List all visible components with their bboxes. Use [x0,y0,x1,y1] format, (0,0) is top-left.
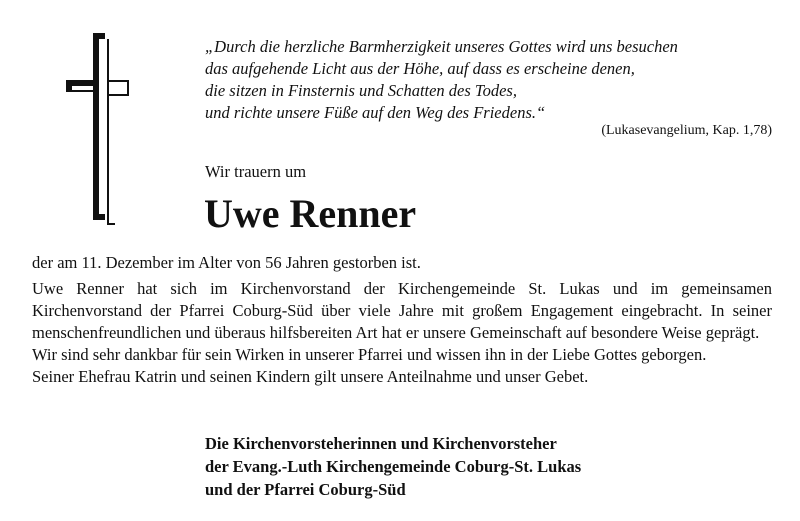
signature-line: Die Kirchenvorsteherinnen und Kirchenvorsteher [205,434,557,453]
body-paragraph: Wir sind sehr dankbar für sein Wirken in unserer Pfarrei und wissen ihn in der Liebe Gottes geborgen. [32,345,707,364]
body-paragraph: Seiner Ehefrau Katrin und seinen Kindern gilt unsere Anteilnahme und unser Gebet. [32,367,589,386]
mourning-intro: Wir trauern um [205,162,307,181]
signature-block [205,432,581,501]
signature-line: der Evang.-Luth Kirchengemeinde Coburg-St. Lukas [205,457,582,476]
cross-icon [66,33,132,233]
death-line: der am 11. Dezember im Alter von 56 Jahren gestorben ist. [32,253,421,272]
deceased-name: Uwe Renner [204,191,417,236]
quote-line: „Durch die herzliche Barmherzigkeit unseres Gottes wird uns besuchen [205,37,678,56]
obituary-body [32,278,772,388]
body-paragraph: Uwe Renner hat sich im Kirchenvorstand der Kirchengemeinde St. Lukas und im gemeinsamen Kirchenvorstand der Pfarrei Coburg-Süd über viele Jahre mit großem Engagement eingebracht. In seiner menschenfreundlichen und überaus hilfsbereiten Art hat er unsere Gemeinschaft auf besondere Weise geprägt. [32,279,772,342]
quote-citation: (Lukasevangelium, Kap. 1,78) [601,123,772,138]
quote-line: das aufgehende Licht aus der Höhe, auf dass es erscheine denen, [205,59,635,78]
quote-line: die sitzen in Finsternis und Schatten des Todes, [205,81,517,100]
signature-line: und der Pfarrei Coburg-Süd [205,480,406,499]
bible-quote [205,36,678,124]
quote-line: und richte unsere Füße auf den Weg des Friedens.“ [205,103,546,122]
